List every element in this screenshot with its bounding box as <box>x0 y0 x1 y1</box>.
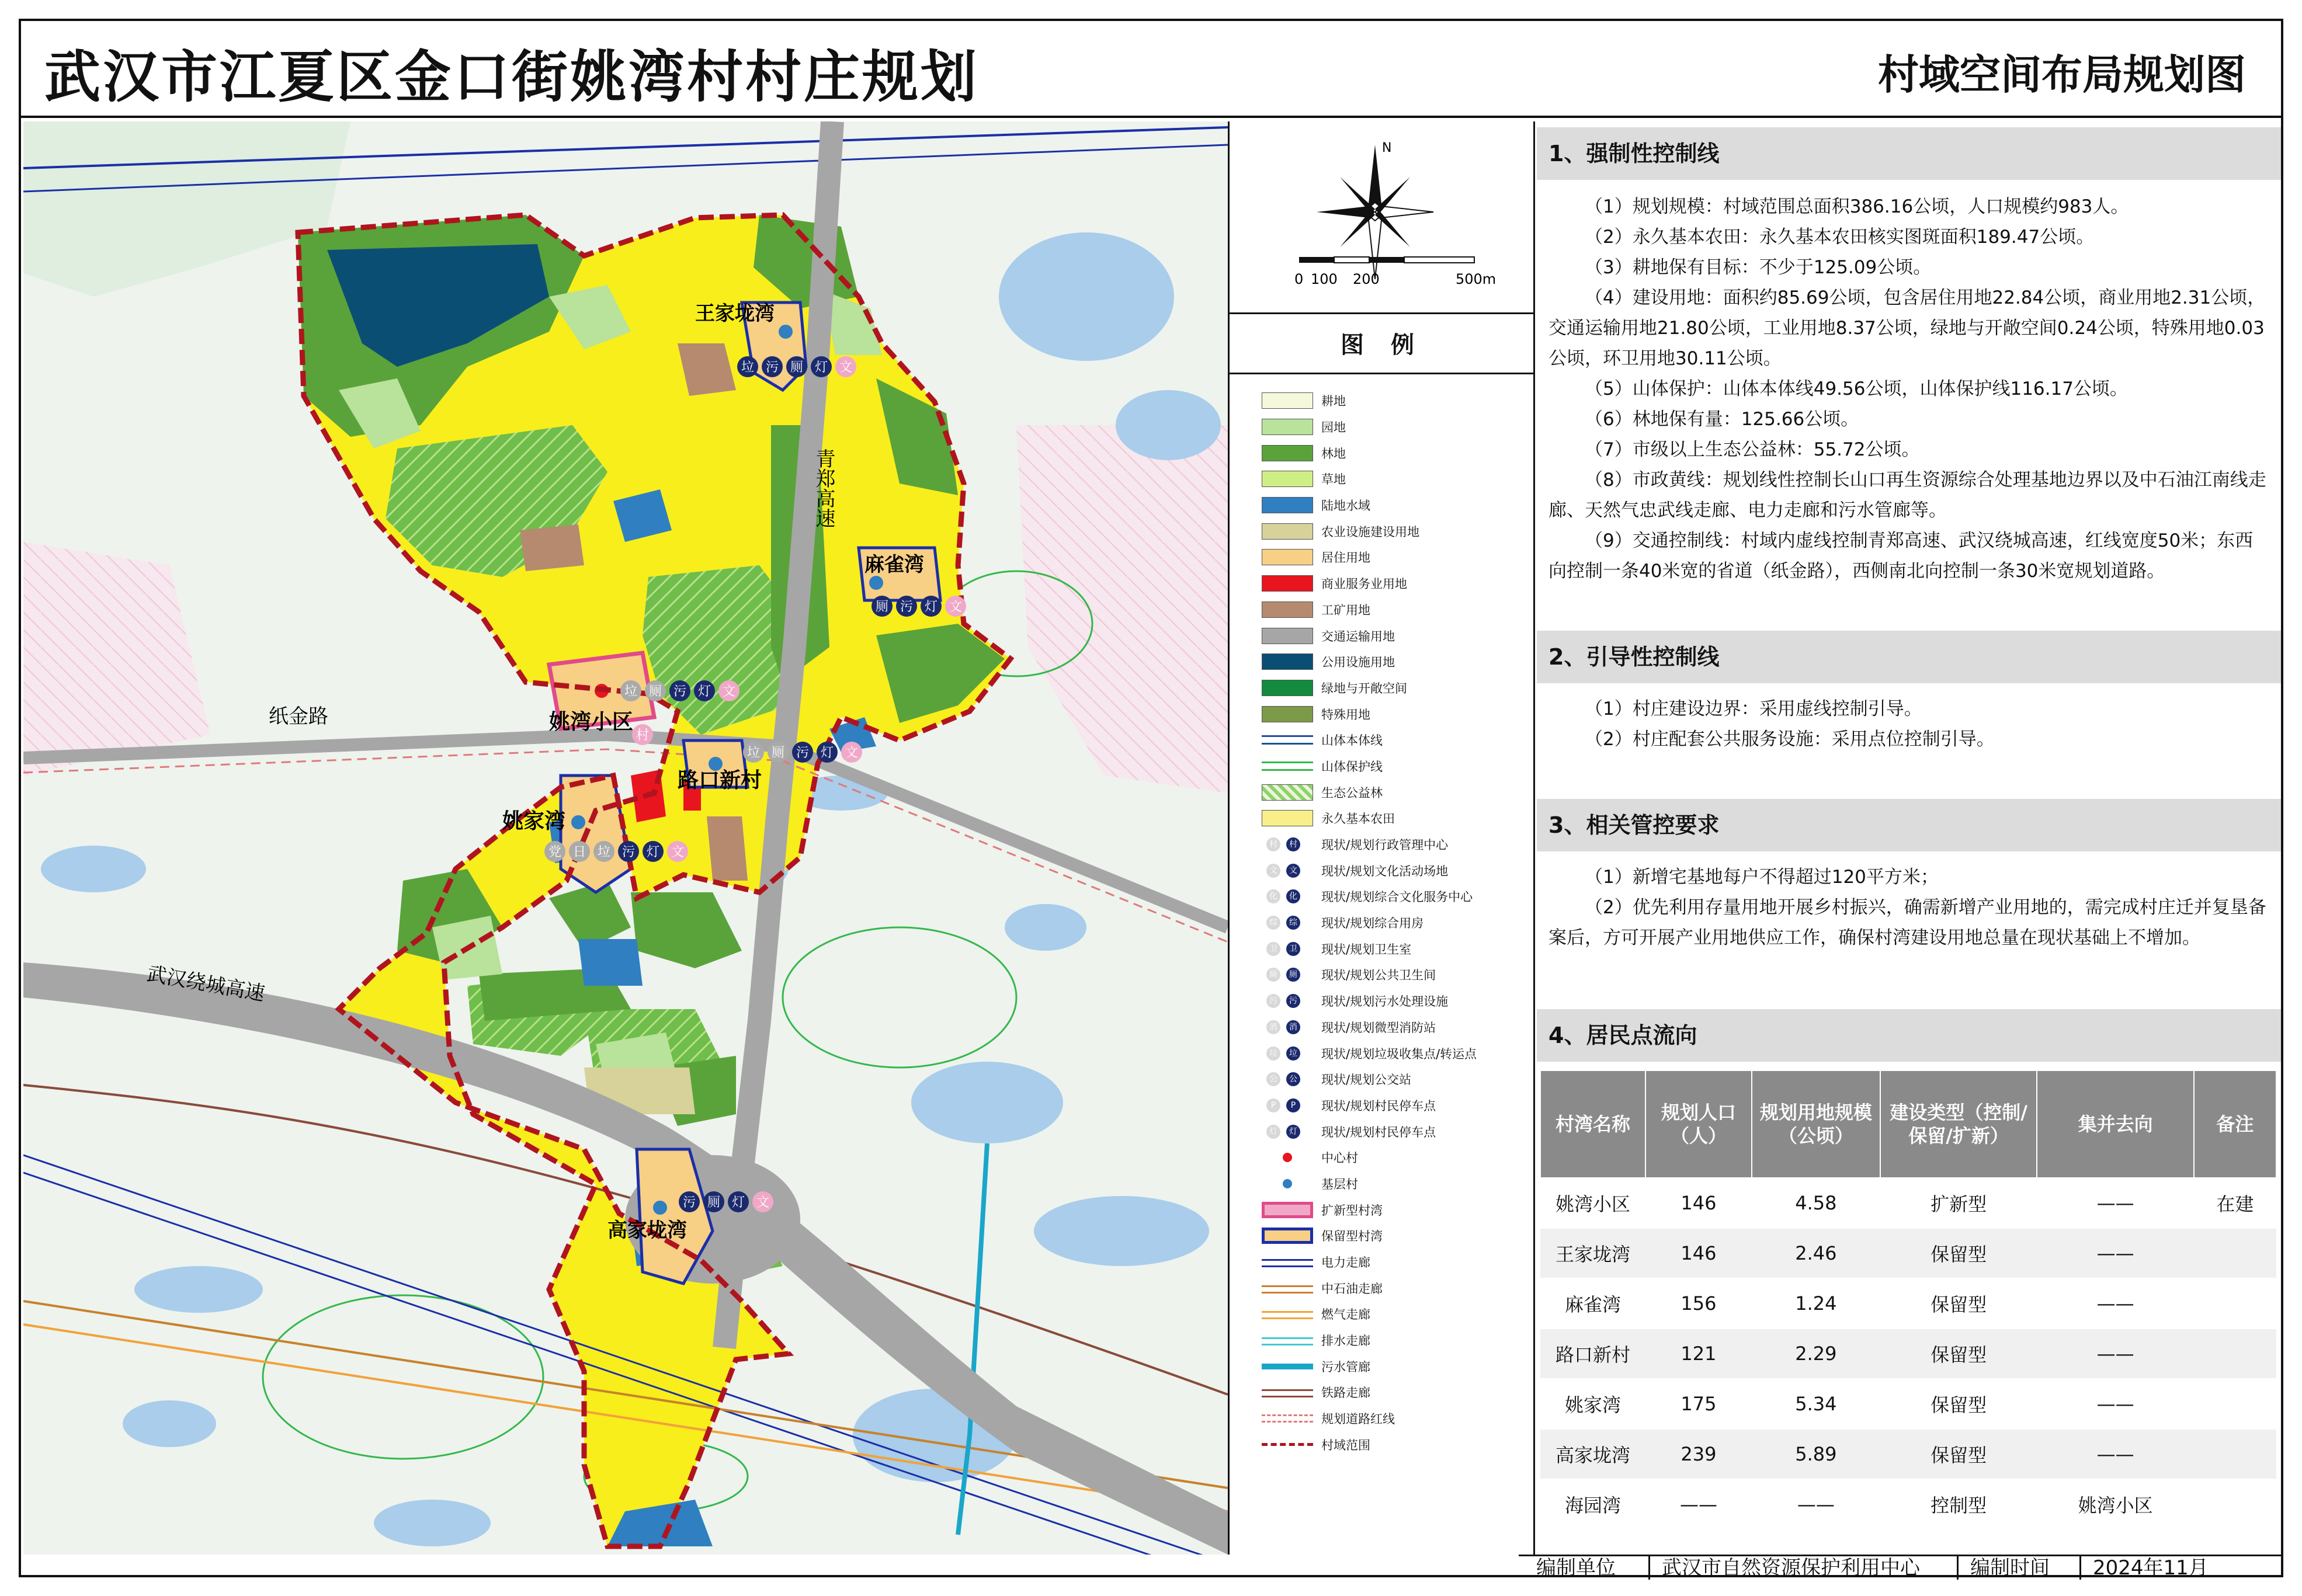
icon-deng: 灯 <box>731 1195 745 1210</box>
legend-swatch <box>1262 784 1313 801</box>
legend-label: 现状/规划卫生室 <box>1321 942 1412 957</box>
legend-label: 现状/规划微型消防站 <box>1321 1020 1436 1035</box>
map-subtitle: 村域空间布局规划图 <box>1878 51 2246 99</box>
table-row <box>1540 1329 2276 1379</box>
legend-item <box>1262 1432 1530 1458</box>
legend-label: 保留型村湾 <box>1321 1229 1383 1244</box>
legend-label: 居住用地 <box>1321 551 1370 565</box>
table-cell: 扩新型 <box>1880 1178 2037 1228</box>
legend-item <box>1262 1406 1530 1432</box>
legend-swatch <box>1262 1228 1313 1244</box>
icon-ce: 厕 <box>707 1195 721 1210</box>
legend-swatch <box>1262 1259 1313 1267</box>
legend-item <box>1262 1301 1530 1327</box>
section-body-2 <box>1548 694 2270 754</box>
legend-swatch <box>1262 497 1313 513</box>
legend-label: 现状/规划综合用房 <box>1321 916 1424 931</box>
legend-swatch: 综 综 <box>1262 915 1313 931</box>
icon-deng: 灯 <box>646 845 660 860</box>
table-cell: 保留型 <box>1880 1278 2037 1329</box>
legend-item <box>1262 1171 1530 1197</box>
footer-date: 2024年11月 <box>2079 1556 2209 1580</box>
legend-item <box>1262 857 1530 884</box>
section-heading-1: 1、强制性控制线 <box>1537 127 2281 180</box>
legend-swatch <box>1262 1337 1313 1345</box>
col-population: 规划人口（人） <box>1645 1070 1752 1178</box>
icon-ri: 日 <box>572 845 586 860</box>
facility-icons-wangjia[interactable] <box>737 356 856 377</box>
table-cell: 保留型 <box>1880 1429 2037 1479</box>
para-1-6: （6）林地保有量：125.66公顷。 <box>1585 409 1859 430</box>
legend-item <box>1262 988 1530 1014</box>
legend-label: 生态公益林 <box>1321 785 1383 800</box>
legend-item <box>1262 727 1530 753</box>
table-cell: 2.29 <box>1752 1329 1880 1379</box>
legend-item <box>1262 1197 1530 1223</box>
legend-label: 现状/规划公交站 <box>1321 1073 1412 1087</box>
legend-swatch <box>1262 735 1313 745</box>
icon-ce: 厕 <box>771 746 785 760</box>
legend-label: 扩新型村湾 <box>1321 1203 1383 1218</box>
legend-label: 电力走廊 <box>1321 1256 1370 1270</box>
legend-swatch <box>1262 575 1313 592</box>
icon-wen: 文 <box>949 600 963 614</box>
legend-item <box>1262 832 1530 858</box>
legend-label: 山体保护线 <box>1321 759 1383 774</box>
table-row <box>1540 1178 2276 1228</box>
legend-label: 山体本体线 <box>1321 733 1383 748</box>
legend-item <box>1262 962 1530 988</box>
legend-label: 现状/规划村民停车点 <box>1321 1125 1436 1139</box>
legend-swatch: 消 消 <box>1262 1019 1313 1035</box>
icon-wu: 污 <box>900 600 914 614</box>
table-cell: 146 <box>1645 1178 1752 1228</box>
table-cell: 5.34 <box>1752 1379 1880 1429</box>
icon-ce: 厕 <box>875 600 889 614</box>
legend-swatch <box>1262 1176 1313 1192</box>
legend-label: 永久基本农田 <box>1321 812 1395 826</box>
table-cell: —— <box>2037 1429 2193 1479</box>
page-title: 武汉市江夏区金口街姚湾村村庄规划 <box>44 44 979 110</box>
legend-swatch <box>1262 523 1313 540</box>
legend-label: 现状/规划综合文化服务中心 <box>1321 890 1473 905</box>
map-canvas[interactable] <box>23 121 1230 1555</box>
table-cell: 保留型 <box>1880 1379 2037 1429</box>
legend-swatch: 化 化 <box>1262 888 1313 905</box>
footer-unit-label: 编制单位 <box>1536 1556 1616 1580</box>
legend-list <box>1262 388 1530 1458</box>
facility-icons-lukou[interactable] <box>743 742 862 763</box>
legend-swatch <box>1262 1202 1313 1218</box>
legend-label: 污水管廊 <box>1321 1359 1370 1374</box>
legend-swatch <box>1262 549 1313 565</box>
section-heading-3: 3、相关管控要求 <box>1537 799 2281 851</box>
legend-heading: 图 例 <box>1229 316 1535 374</box>
legend-item <box>1262 597 1530 623</box>
title-bar <box>21 21 2281 118</box>
legend-label: 农业设施建设用地 <box>1321 524 1419 539</box>
icon-la: 垃 <box>746 746 761 760</box>
legend-swatch <box>1262 1311 1313 1319</box>
table-row <box>1540 1278 2276 1329</box>
legend-label: 耕地 <box>1321 394 1346 409</box>
settlement-table <box>1540 1070 2277 1530</box>
icon-wen: 文 <box>671 845 685 860</box>
legend-label: 公用设施用地 <box>1321 655 1395 670</box>
legend-item <box>1262 414 1530 440</box>
icon-cun: 村 <box>636 728 650 743</box>
table-row <box>1540 1379 2276 1429</box>
legend-item <box>1262 701 1530 727</box>
legend-label: 中石油走廊 <box>1321 1281 1383 1296</box>
table-cell: 146 <box>1645 1228 1752 1278</box>
legend-item <box>1262 1353 1530 1379</box>
legend-swatch <box>1262 1414 1313 1423</box>
footer-date-label: 编制时间 <box>1957 1556 2050 1580</box>
legend-item <box>1262 753 1530 780</box>
label-qingzheng-highway: 青郑高速 <box>812 448 835 528</box>
legend-swatch <box>1262 601 1313 618</box>
legend-swatch <box>1262 1364 1313 1369</box>
legend-label: 现状/规划文化活动场地 <box>1321 864 1449 878</box>
label-yaojia: 姚家湾 <box>502 809 566 833</box>
legend-item <box>1262 649 1530 675</box>
label-lukou: 路口新村 <box>678 769 762 792</box>
table-cell: 路口新村 <box>1540 1329 1645 1379</box>
legend-swatch <box>1262 628 1313 644</box>
table-cell: 1.24 <box>1752 1278 1880 1329</box>
legend-item <box>1262 805 1530 832</box>
para-2-2: （2）村庄配套公共服务设施：采用点位控制引导。 <box>1585 729 1995 750</box>
legend-swatch: 厕 厕 <box>1262 966 1313 983</box>
compass-rose-icon <box>1229 121 1535 314</box>
legend-label: 基层村 <box>1321 1177 1358 1191</box>
label-gaojia: 高家垅湾 <box>607 1219 687 1242</box>
legend-swatch <box>1262 653 1313 670</box>
table-cell <box>2194 1329 2276 1379</box>
table-cell: 姚湾小区 <box>2037 1479 2193 1529</box>
footer-unit: 武汉市自然资源保护利用中心 <box>1648 1556 1920 1580</box>
table-cell: 239 <box>1645 1429 1752 1479</box>
legend-swatch <box>1262 762 1313 771</box>
table-cell <box>2194 1379 2276 1429</box>
legend-item <box>1262 1014 1530 1041</box>
legend-item <box>1262 466 1530 492</box>
legend-label: 交通运输用地 <box>1321 629 1395 644</box>
legend-swatch: 灯 灯 <box>1262 1124 1313 1140</box>
legend-label: 燃气走廊 <box>1321 1308 1370 1322</box>
table-cell: 姚家湾 <box>1540 1379 1645 1429</box>
legend-item <box>1262 675 1530 701</box>
table-cell: 5.89 <box>1752 1429 1880 1479</box>
icon-wen: 文 <box>845 746 859 760</box>
legend-item <box>1262 1223 1530 1249</box>
icon-wen: 文 <box>839 360 853 375</box>
legend-item <box>1262 544 1530 571</box>
table-row <box>1540 1228 2276 1278</box>
legend-swatch <box>1262 471 1313 487</box>
legend-label: 林地 <box>1321 446 1346 461</box>
legend-swatch: 文 文 <box>1262 863 1313 879</box>
legend-label: 园地 <box>1321 420 1346 435</box>
scale-tick-500m: 500m <box>1456 271 1497 287</box>
col-merge-dest: 集并去向 <box>2037 1070 2193 1178</box>
para-1-1: （1）规划规模：村域范围总面积386.16公顷，人口规模约983人。 <box>1585 196 2129 217</box>
table-cell: 控制型 <box>1880 1479 2037 1529</box>
section-heading-4: 4、居民点流向 <box>1537 1009 2281 1062</box>
legend-swatch: 垃 垃 <box>1262 1045 1313 1062</box>
icon-wen: 文 <box>756 1195 770 1210</box>
table-cell <box>2194 1278 2276 1329</box>
table-cell: —— <box>2037 1228 2193 1278</box>
icon-wu: 污 <box>796 746 810 760</box>
para-3-1: （1）新增宅基地每户不得超过120平方米； <box>1585 867 1939 888</box>
legend-item <box>1262 779 1530 805</box>
para-1-7: （7）市级以上生态公益林：55.72公顷。 <box>1585 439 1920 460</box>
label-yaowan: 姚湾小区 <box>549 710 634 734</box>
legend-item <box>1262 1040 1530 1066</box>
table-cell: —— <box>2037 1329 2193 1379</box>
para-1-9: （9）交通控制线：村域内虚线控制青郑高速、武汉绕城高速，红线宽度50米；东西向控制一条40米宽的省道（纸金路），西侧南北向控制一条30米宽规划道路。 <box>1548 530 2254 582</box>
table-header-row <box>1540 1070 2276 1178</box>
icon-dang: 党 <box>548 845 562 860</box>
col-land-area: 规划用地规模（公顷） <box>1752 1070 1880 1178</box>
legend-label: 铁路走廊 <box>1321 1386 1370 1400</box>
legend-item <box>1262 492 1530 519</box>
label-maque: 麻雀湾 <box>864 553 924 576</box>
legend-swatch <box>1262 1149 1313 1166</box>
icon-la: 垃 <box>741 360 755 375</box>
table-body <box>1540 1178 2276 1529</box>
table-cell <box>2194 1479 2276 1529</box>
para-1-8: （8）市政黄线：规划线性控制长山口再生资源综合处理基地边界以及中石油江南线走廊、天然气忠武线走廊、电力走廊和污水管廊等。 <box>1548 470 2266 521</box>
legend-label: 现状/规划污水处理设施 <box>1321 995 1449 1009</box>
legend-swatch <box>1262 445 1313 461</box>
legend-item <box>1262 571 1530 597</box>
table-row <box>1540 1429 2276 1479</box>
table-cell: —— <box>1752 1479 1880 1529</box>
table-cell: 麻雀湾 <box>1540 1278 1645 1329</box>
icon-deng: 灯 <box>814 360 828 375</box>
table-cell: 156 <box>1645 1278 1752 1329</box>
legend-label: 现状/规划村民停车点 <box>1321 1098 1436 1113</box>
icon-ce: 厕 <box>648 684 662 699</box>
legend-swatch: 公 公 <box>1262 1071 1313 1087</box>
legend-label: 特殊用地 <box>1321 707 1370 722</box>
legend-label: 工矿用地 <box>1321 603 1370 617</box>
icon-deng: 灯 <box>820 746 834 760</box>
table-cell: 保留型 <box>1880 1329 2037 1379</box>
icon-la: 垃 <box>597 845 611 860</box>
section-heading-2: 2、引导性控制线 <box>1537 631 2281 683</box>
legend-swatch <box>1262 392 1313 409</box>
table-cell: 2.46 <box>1752 1228 1880 1278</box>
table-cell: —— <box>2037 1379 2193 1429</box>
compass-box <box>1229 121 1535 314</box>
table-cell: 王家垅湾 <box>1540 1228 1645 1278</box>
table-cell: 海园湾 <box>1540 1479 1645 1529</box>
legend-label: 村域范围 <box>1321 1438 1370 1452</box>
legend-swatch: 污 污 <box>1262 993 1313 1009</box>
legend-label: 排水走廊 <box>1321 1334 1370 1348</box>
table-cell: 4.58 <box>1752 1178 1880 1228</box>
legend-swatch <box>1262 810 1313 826</box>
legend-item <box>1262 1145 1530 1171</box>
para-1-3: （3）耕地保有目标：不少于125.09公顷。 <box>1585 257 1932 278</box>
legend-swatch: 卫 卫 <box>1262 941 1313 957</box>
legend-swatch <box>1262 419 1313 435</box>
icon-wu: 污 <box>621 845 636 860</box>
legend-item <box>1262 518 1530 544</box>
label-raocheng-highway: 武汉绕城高速 <box>145 962 267 1006</box>
para-2-1: （1）村庄建设边界：采用虚线控制引导。 <box>1585 698 1922 719</box>
legend-item <box>1262 1327 1530 1354</box>
footer <box>1519 1555 2281 1580</box>
label-wangjia: 王家垅湾 <box>695 302 775 325</box>
legend-swatch: P P <box>1262 1097 1313 1114</box>
legend-item <box>1262 623 1530 649</box>
legend-item <box>1262 910 1530 936</box>
legend-item <box>1262 1093 1530 1119</box>
icon-la: 垃 <box>624 684 638 699</box>
legend-label: 中心村 <box>1321 1151 1358 1166</box>
legend-swatch <box>1262 1285 1313 1294</box>
icon-wu: 污 <box>682 1195 696 1210</box>
icon-wu: 污 <box>765 360 779 375</box>
table-row <box>1540 1479 2276 1529</box>
table-cell <box>2194 1228 2276 1278</box>
table-cell: —— <box>2037 1178 2193 1228</box>
table-cell <box>2194 1429 2276 1479</box>
legend-item <box>1262 936 1530 962</box>
legend-item <box>1262 440 1530 466</box>
col-build-type: 建设类型（控制/保留/扩新） <box>1880 1070 2037 1178</box>
para-1-2: （2）永久基本农田：永久基本农田核实图斑面积189.47公顷。 <box>1585 227 2095 248</box>
legend-label: 现状/规划公共卫生间 <box>1321 968 1436 983</box>
legend-label: 现状/规划垃圾收集点/转运点 <box>1321 1046 1477 1061</box>
table-cell: 高家垅湾 <box>1540 1429 1645 1479</box>
label-zhijin-road: 纸金路 <box>269 705 328 728</box>
col-village: 村湾名称 <box>1540 1070 1645 1178</box>
table-cell: 保留型 <box>1880 1228 2037 1278</box>
legend-swatch <box>1262 1389 1313 1397</box>
legend-swatch: 村 村 <box>1262 836 1313 853</box>
north-label: N <box>1382 141 1392 155</box>
legend-label: 绿地与开敞空间 <box>1321 681 1407 696</box>
legend-item <box>1262 388 1530 414</box>
legend-swatch <box>1262 680 1313 696</box>
table-cell: 在建 <box>2194 1178 2276 1228</box>
para-3-2: （2）优先利用存量用地开展乡村振兴，确需新增产业用地的，需完成村庄迁并复垦备案后，方可开展产业用地供应工作，确保村湾建设用地总量在现状基础上不增加。 <box>1548 897 2266 948</box>
legend-swatch <box>1262 1443 1313 1446</box>
scale-tick-200: 200 <box>1353 271 1380 287</box>
section-body-3 <box>1548 862 2270 953</box>
table-cell: 姚湾小区 <box>1540 1178 1645 1228</box>
icon-wu: 污 <box>673 684 687 699</box>
legend-label: 陆地水域 <box>1321 499 1370 513</box>
legend-item <box>1262 1275 1530 1301</box>
scale-tick-100: 100 <box>1311 271 1338 287</box>
icon-wen: 文 <box>722 684 736 699</box>
scale-tick-0: 0 <box>1294 271 1304 287</box>
icon-deng: 灯 <box>697 684 711 699</box>
legend-swatch <box>1262 706 1313 722</box>
col-remark: 备注 <box>2194 1070 2276 1178</box>
table-cell: 121 <box>1645 1329 1752 1379</box>
legend-item <box>1262 1066 1530 1093</box>
table-cell: —— <box>1645 1479 1752 1529</box>
icon-ce: 厕 <box>790 360 804 375</box>
legend-item <box>1262 1118 1530 1145</box>
legend-label: 商业服务业用地 <box>1321 577 1407 592</box>
legend-label: 现状/规划行政管理中心 <box>1321 838 1449 853</box>
icon-deng: 灯 <box>924 600 938 614</box>
legend-item <box>1262 884 1530 910</box>
legend-item <box>1262 1379 1530 1406</box>
para-1-5: （5）山体保护：山体本体线49.56公顷，山体保护线116.17公顷。 <box>1585 378 2128 399</box>
table-cell: 175 <box>1645 1379 1752 1429</box>
legend-item <box>1262 1249 1530 1275</box>
legend-label: 规划道路红线 <box>1321 1412 1395 1427</box>
para-1-4: （4）建设用地：面积约85.69公顷，包含居住用地22.84公顷，商业用地2.31公顷，交通运输用地21.80公顷，工业用地8.37公顷，绿地与开敞空间0.24公顷，特殊用地0.03公顷，环卫用地30.11公顷。 <box>1548 287 2266 369</box>
table-cell: —— <box>2037 1278 2193 1329</box>
section-body-1 <box>1548 192 2270 586</box>
legend-label: 草地 <box>1321 472 1346 487</box>
